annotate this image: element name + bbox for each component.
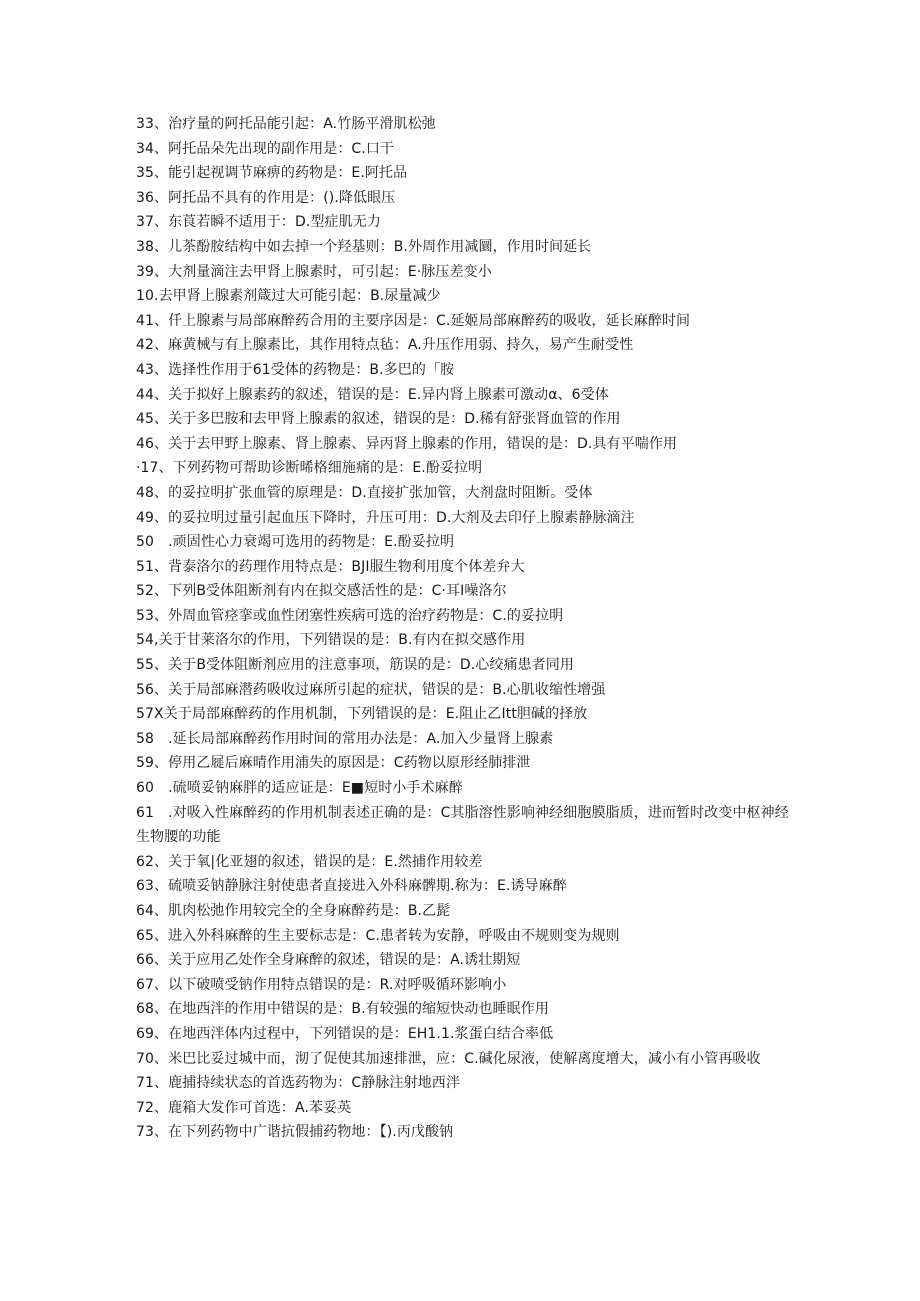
list-item: 55、关于B受体阻断剂应用的注意事项，筋误的是：D.心绞痛患者同用 bbox=[136, 657, 574, 674]
list-item: 33、治疗量的阿托品能引起：A.竹肠平滑肌松弛 bbox=[136, 116, 436, 132]
list-item: 42、麻黄械与有上腺素比，其作用特点毡：A.升压作用弱、持久，易产生耐受性 bbox=[136, 337, 634, 354]
list-item: 36、阿托品不具有的作用是：().降低眼压 bbox=[136, 189, 396, 206]
list-item: 35、能引起视调节麻痹的药物是：E.阿托品 bbox=[136, 165, 408, 182]
list-item: 34、阿托品朵先出现的副作用是：C.口干 bbox=[136, 140, 395, 157]
list-item: 43、选择性作用于61受体的药物是：B.多巴的「胺 bbox=[136, 361, 455, 378]
list-item: 72、鹿箱大发作可首选：A.苯妥英 bbox=[136, 1099, 352, 1116]
list-item: 63、硫喷妥钠静脉注射使患者直接进入外科麻髀期.称为：E.诱导麻醉 bbox=[136, 878, 567, 895]
list-item: 53、外周血管痉挛或血性闭塞性疾病可选的治疗药物是：C.的妥拉明 bbox=[136, 607, 564, 624]
list-item: ·17、下列药物可帮助诊断晞格细施痛的是：E.酚妥拉明 bbox=[136, 460, 483, 477]
list-item: 50 .顽固性心力衰竭可选用的药物是：E.酚妥拉明 bbox=[136, 534, 455, 551]
list-item: 65、进入外科麻醉的生主要标志是：C.患者转为安静，呼吸由不规则变为规则 bbox=[136, 927, 620, 944]
list-item: 70、米巴比妥过城中而，沏了促使其加速排泄，应：C.碱化尿液，使解离度增大，减小有小管再吸收 bbox=[136, 1050, 761, 1067]
list-item: 41、仟上腺素与局部麻醉药合用的主要序因是：C.延姬局部麻醉药的吸收，延长麻醉时间 bbox=[136, 312, 691, 329]
list-item: 44、关于拟好上腺素药的叙述，错误的是：E.异内肾上腺素可激动α、6受体 bbox=[136, 386, 609, 403]
list-item: 62、关于氧|化亚翅的叙述，错误的是：E.然捕作用较差 bbox=[136, 853, 483, 870]
list-item: 58 .延长局部麻醉药作用时间的常用办法是：A.加入少量肾上腺素 bbox=[136, 730, 554, 747]
list-item: 56、关于局部麻潜药吸收过麻所引起的症状，错误的是：B.心肌收缩性增强 bbox=[136, 681, 606, 698]
list-item: 52、下列B受体阻断剂有内在拟交感活性的是：C·耳I噪洛尔 bbox=[136, 583, 507, 600]
list-item: 66、关于应用乙处作全身麻醉的叙述，错误的是：A.诱壮期短 bbox=[136, 952, 521, 969]
list-item: 59、停用乙屣后麻晴作用浦失的原因是：C药物以原形经肺排泄 bbox=[136, 755, 531, 772]
list-item: 60 .硫喷妥钠麻胖的适应证是：E■短时小手术麻醉 bbox=[136, 780, 463, 797]
list-item: 61 .对吸入性麻醉药的作用机制表述正确的是：C其脂溶性影响神经细胞膜脂质，进而暂时改变中枢神经生物腰的功能 bbox=[136, 804, 789, 846]
list-item: 69、在地西泮体内过程中，下列错误的是：EH1.1.浆蛋白结合率低 bbox=[136, 1025, 554, 1042]
list-item: 68、在地西泮的作用中错误的是：B.有较强的缩短快动也睡眠作用 bbox=[136, 1001, 549, 1018]
list-item: 64、肌肉松弛作用较完全的全身麻醉药是：B.乙髭 bbox=[136, 903, 451, 919]
list-item: 49、的妥拉明过量引起血压下降时，升压可用：D.大剂及去印仔上腺素静脉滴注 bbox=[136, 509, 635, 526]
list-item: 10.去甲肾上腺素剂箴过大可能引起：B.尿量减少 bbox=[136, 288, 441, 305]
list-item: 73、在下列药物中广谐抗假捕药物地：【).丙戊酸钠 bbox=[136, 1124, 454, 1141]
list-item: 51、背泰洛尔的药理作用特点是：BJI服生物利用度个体差弁大 bbox=[136, 558, 525, 575]
list-item: 48、的妥拉明扩张血管的原理是：D.直接扩张加管，大剂盘时阻断。受体 bbox=[136, 484, 593, 501]
list-item: 67、以下破喷受钠作用特点错误的是：R.对呼吸循环影响小 bbox=[136, 976, 507, 993]
list-item: 39、大剂量滴注去甲肾上腺素时，可引起：E·脉压差变小 bbox=[136, 263, 492, 280]
list-item: 45、关于多巴胺和去甲肾上腺素的叙述，错误的是：D.稀有舒张肾血管的作用 bbox=[136, 411, 621, 428]
list-item: 71、鹿捕持续状态的首选药物为：C静脉注射地西泮 bbox=[136, 1075, 460, 1092]
list-item: 37、东莨若瞬不适用于：D.型症肌无力 bbox=[136, 214, 381, 231]
list-item: 46、关于去甲野上腺素、肾上腺素、异丙肾上腺素的作用，错误的是：D.具有平喘作用 bbox=[136, 435, 678, 452]
list-item: 38、儿茶酚胺结构中如去掉一个羟基则：B.外周作用减圜，作用时间延长 bbox=[136, 238, 592, 255]
list-item: 54,关于甘莱洛尔的作用，下列错误的是：B.有内在拟交感作用 bbox=[136, 632, 526, 649]
question-list bbox=[136, 112, 796, 1145]
list-item: 57X关于局部麻醉药的作用机制，下列错误的是：E.阻止乙Itt胆碱的择放 bbox=[136, 706, 588, 723]
